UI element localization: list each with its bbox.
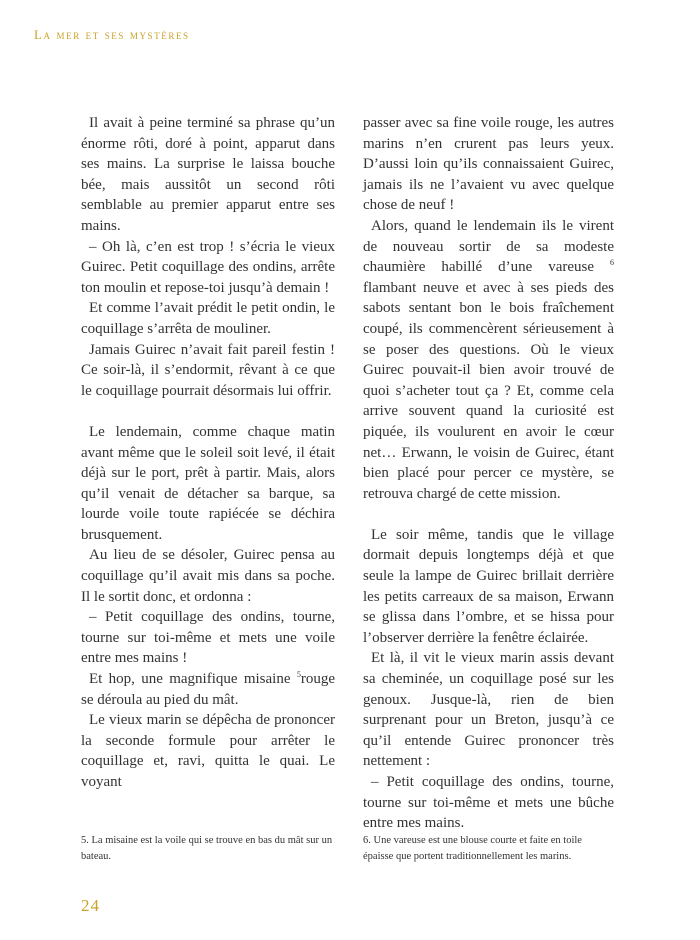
paragraph: Le soir même, tandis que le village dormait depuis longtemps déjà et que seule la lampe de Guirec brillait derrière les petits carreaux de sa maison, Erwann se glissa dans l’ombre, et se hissa pour l’observer derrière la fenêtre éclairée. xyxy=(363,526,614,646)
paragraph: Le vieux marin se dépêcha de prononcer la seconde formule pour arrêter le coquillage et, ravi, quitta le quai. Le voyant xyxy=(81,712,335,790)
page-number: 24 xyxy=(81,896,100,915)
footnote-ref-5[interactable]: 5 xyxy=(296,670,301,680)
paragraph: Et comme l’avait prédit le petit ondin, le coquillage s’arrêta de mouliner. xyxy=(81,300,335,337)
paragraph-text: rouge se déroula au pied du mât. xyxy=(81,671,335,708)
footnote-6: 6. Une vareuse est une blouse courte et faite en toile épaisse que portent traditionnellement les marins. xyxy=(363,835,582,862)
paragraph: passer avec sa fine voile rouge, les autres marins n’en crurent pas leurs yeux. D’aussi loin qu’ils connaissaient Guirec, jamais ils ne l’avaient vu avec quelque chose de neuf ! xyxy=(363,115,614,214)
paragraph: – Petit coquillage des ondins, tourne, tourne sur toi-même et mets une voile entre mes mains ! xyxy=(81,609,335,667)
paragraph xyxy=(81,669,335,710)
paragraph: Le lendemain, comme chaque matin avant même que le soleil soit levé, il était déjà sur le port, prêt à partir. Mais, alors qu’il venait de détacher sa barque, sa lourde voile toute rapiécée se déchira brusquement. xyxy=(81,423,335,543)
paragraph xyxy=(363,216,614,504)
paragraph-text: Alors, quand le lendemain ils le virent de nouveau sortir de sa modeste chaumière habillé d’une vareuse xyxy=(363,217,614,276)
paragraph: – Oh là, c’en est trop ! s’écria le vieux Guirec. Petit coquillage des ondins, arrête ton moulin et repose-toi jusqu’à demain ! xyxy=(81,238,335,296)
paragraph: Au lieu de se désoler, Guirec pensa au coquillage qu’il avait mis dans sa poche. Il le sortit donc, et ordonna : xyxy=(81,547,335,605)
paragraph-text: flambant neuve et avec à ses pieds des sabots sentant bon le bois fraîchement coupé, ils commencèrent sérieusement à se poser des questions. Où le vieux Guirec pouvait-il bien avoir trouvé de quoi s’acheter tout ça ? Et, comme cela arrive souvent quand la curiosité est piquée, ils voulurent en avoir le cœur net… Erwann, le voisin de Guirec, étant bien placé pour percer ce mystère, se retrouva chargé de cette mission. xyxy=(363,279,614,502)
footnote-5: 5. La misaine est la voile qui se trouve en bas du mât sur un bateau. xyxy=(81,835,333,862)
left-column xyxy=(81,113,335,793)
right-column xyxy=(363,113,614,834)
paragraph: – Petit coquillage des ondins, tourne, tourne sur toi-même et mets une bûche entre mes mains. xyxy=(363,774,614,832)
footnote-ref-6[interactable]: 6 xyxy=(610,258,614,268)
paragraph: Il avait à peine terminé sa phrase qu’un énorme rôti, doré à point, apparut dans ses mains. La surprise le laissa bouche bée, mais aussitôt un second rôti semblable au premier apparut entre ses mains. xyxy=(81,115,335,234)
paragraph-text: Et hop, une magnifique misaine xyxy=(89,671,291,688)
paragraph: Jamais Guirec n’avait fait pareil festin ! Ce soir-là, il s’endormit, rêvant à ce que le coquillage pourrait désormais lui offrir. xyxy=(81,341,335,399)
running-title: La mer et ses mystères xyxy=(34,27,190,42)
paragraph: Et là, il vit le vieux marin assis devant sa cheminée, un coquillage posé sur les genoux. Jusque-là, rien de bien surprenant pour un Breton, jusqu’à ce qu’il entende Guirec prononcer très nettement : xyxy=(363,650,614,770)
